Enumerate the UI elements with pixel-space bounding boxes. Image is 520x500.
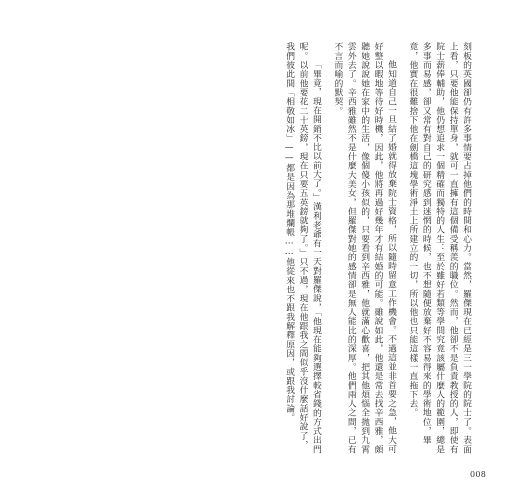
page-number: 008 xyxy=(470,470,487,479)
paragraph-1: 刻板的英國卻仍有許多事情要占掉他們的時間和心力。當然，羅傑現在已經是三一學院的院士了。表面上看，只要他能保持單身，就可一直擁有這個備受稱羨的職位。然而，他卻不是負責教授的人，即使有院士薪俸輔助，他仍想追求一個精確而獨特的人生：至於雖好若類等學問究竟該屬什麼人的範圍，總是多事而易感，卻又常有對自己的研究感到迷惘的時候，也不想隨便放棄好不容易得來的學術地位，畢竟，他實在很難捨下他在劍橋這塊學術淨土上所建立的一切，所以他也只能這樣一直拖下去。 xyxy=(407,42,471,454)
paragraph-2: 他知道自己一旦結了婚就得放棄院士資格，所以隨時留意工作機會。不過這並非首要之急，他大可好整以暇地等待好時機，因此，他將再過好幾年才有結婚的可能。雖說如此，他還是常去找辛西雅，頗聽她說說她在家中的生活，像個傻小孩似的，只要看到辛西雅，他就滿心歡喜，把其他煩惱全拋到九霄雲外去了。辛西雅雖然不是什麼大美女，但羅傑對她的感情卻是無人能比的深厚。他們兩人之間，已有不言而喻的默契。 xyxy=(332,42,396,454)
vertical-text-body xyxy=(52,42,472,454)
paragraph-3: 「畢竟，現在開銷不比以前大了。」漢利老爺有一天對羅傑說，「他現在能夠選擇較省錢的方式出門呢。以前他要花二十英鎊，現在只要五英鎊就夠了。」只不過，現在他跟我之間似乎沒什麼話好說了，我們彼此間「相敬如冰」——都是因為那堆爛帳……他從來也不跟我解釋原因，或跟我討論。 xyxy=(284,42,321,454)
